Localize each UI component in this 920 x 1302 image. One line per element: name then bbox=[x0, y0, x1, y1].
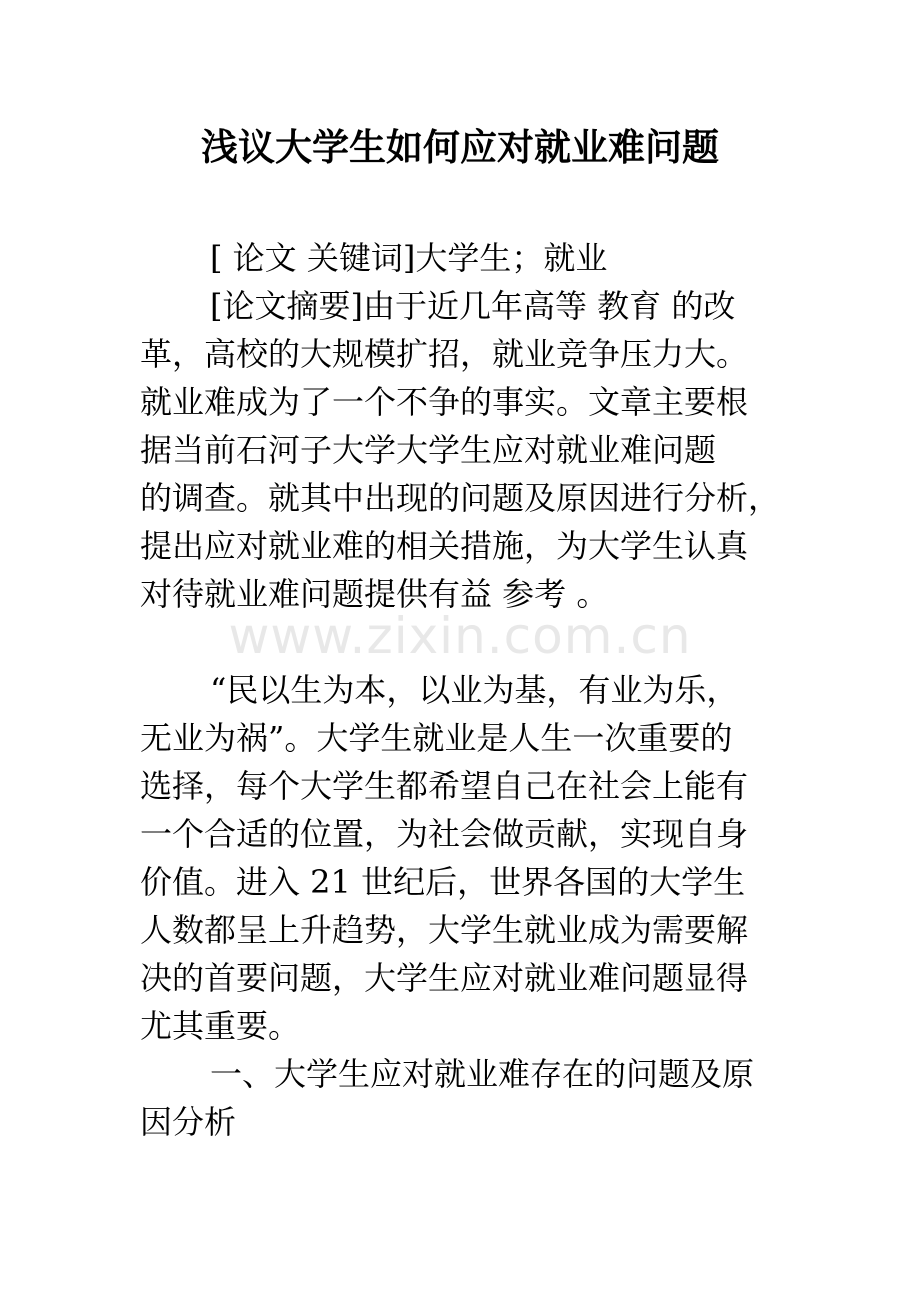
section-heading-line: 一、大学生应对就业难存在的问题及原 bbox=[210, 1055, 755, 1093]
intro-line: “民以生为本，以业为基，有业为乐， bbox=[210, 671, 739, 709]
abstract-line: 提出应对就业难的相关措施，为大学生认真 bbox=[140, 527, 749, 565]
document-title: 浅议大学生如何应对就业难问题 bbox=[201, 126, 719, 169]
intro-line: 无业为祸”。大学生就业是人生一次重要的 bbox=[140, 719, 733, 757]
watermark: www.zixin.com.cn bbox=[228, 607, 692, 665]
abstract-line: 革，高校的大规模扩招，就业竞争压力大。 bbox=[140, 335, 749, 373]
abstract-line: [论文摘要]由于近几年高等 教育 的改 bbox=[210, 287, 736, 325]
keywords-line: [ 论文 关键词]大学生；就业 bbox=[210, 239, 608, 277]
intro-line: 尤其重要。 bbox=[140, 1007, 301, 1045]
intro-line: 一个合适的位置，为社会做贡献，实现自身 bbox=[140, 815, 749, 853]
section-heading-line: 因分析 bbox=[140, 1103, 237, 1141]
abstract-line: 的调查。就其中出现的问题及原因进行分析， bbox=[140, 479, 781, 517]
intro-line: 人数都呈上升趋势，大学生就业成为需要解 bbox=[140, 911, 749, 949]
abstract-line: 对待就业难问题提供有益 参考 。 bbox=[140, 575, 609, 613]
abstract-line: 据当前石河子大学大学生应对就业难问题 bbox=[140, 431, 717, 469]
intro-line: 决的首要问题，大学生应对就业难问题显得 bbox=[140, 959, 749, 997]
intro-line: 价值。进入 21 世纪后，世界各国的大学生 bbox=[140, 863, 746, 901]
intro-line: 选择，每个大学生都希望自己在社会上能有 bbox=[140, 767, 749, 805]
abstract-line: 就业难成为了一个不争的事实。文章主要根 bbox=[140, 383, 749, 421]
